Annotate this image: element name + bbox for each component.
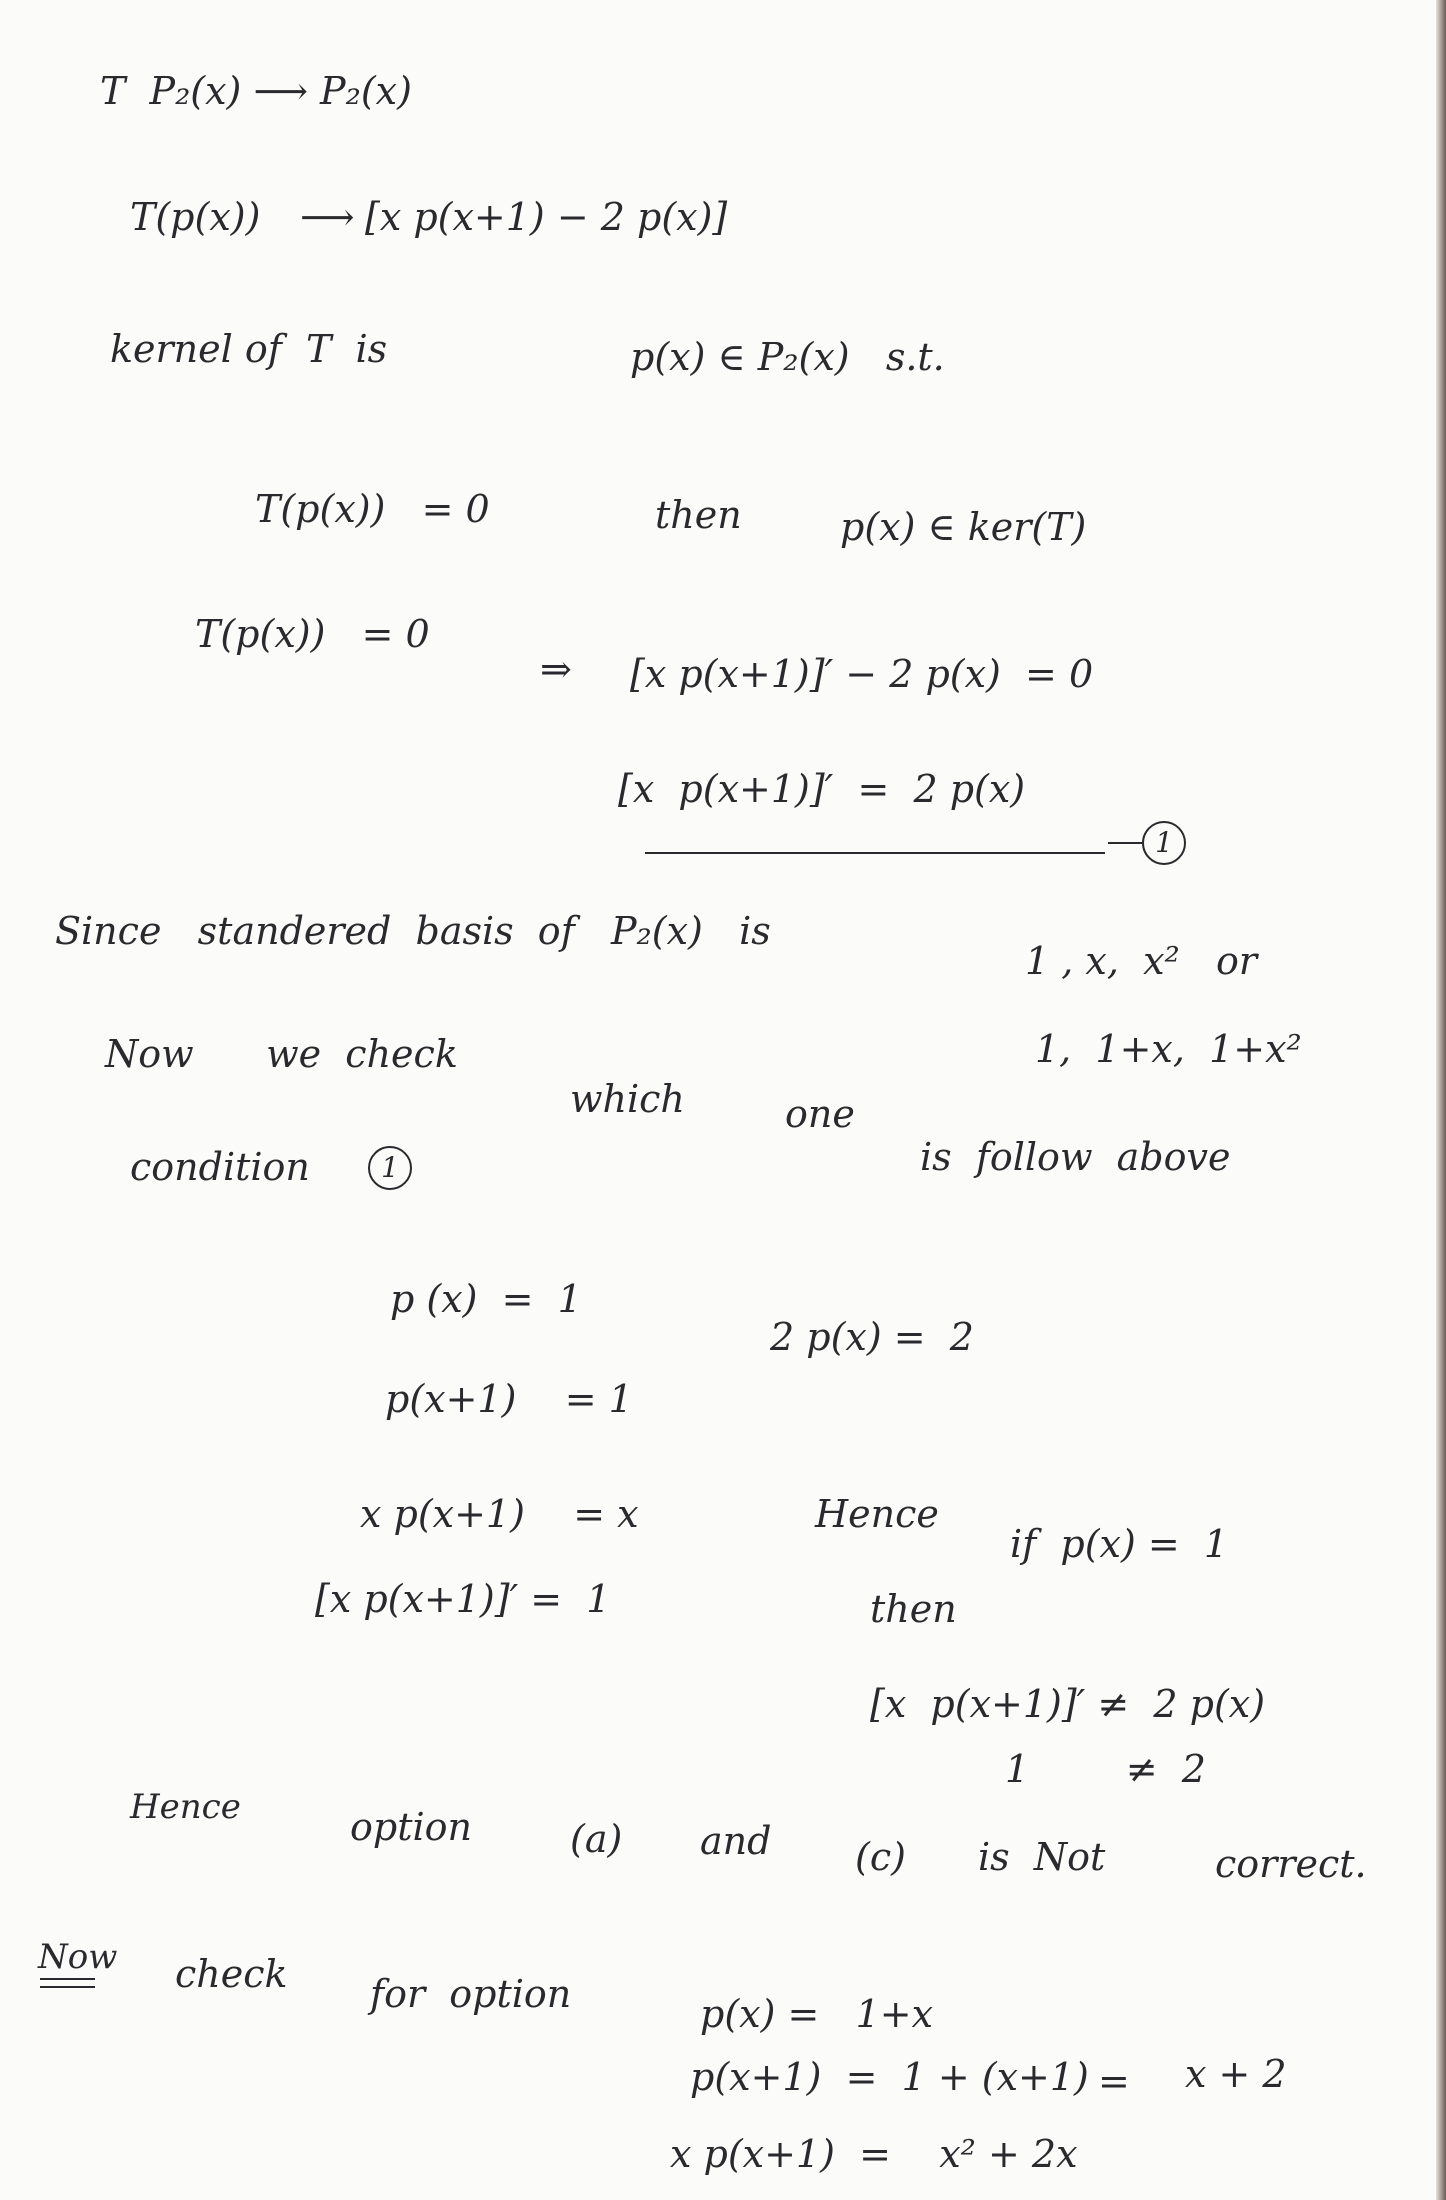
option-c: (c) [855,1835,906,1879]
correct-word: correct. [1215,1842,1367,1886]
definition-rhs: [x p(x+1) − 2 p(x)] [365,195,728,239]
basis-alternate: 1, 1+x, 1+x² [1035,1027,1302,1071]
x-p-shift: x p(x+1) = x [360,1492,639,1536]
now-label: Now [38,1937,118,1977]
kernel-eq: T(p(x)) = 0 [255,487,490,531]
now-underline-2 [40,1986,95,1988]
eq1-lhs: T(p(x)) = 0 [195,612,430,656]
map-line: T P₂(x) ⟶ P₂(x) [100,69,412,113]
kernel-label: kernel of T is [110,327,388,371]
now-check: Now we check [105,1032,458,1076]
for-option: for option [370,1972,572,2016]
eq2-tag: 1 [1142,820,1186,865]
follow-above: is follow above [920,1135,1231,1179]
derivative-equals-1: [x p(x+1)]′ = 1 [315,1577,611,1621]
option-a: (a) [570,1817,623,1861]
then-word: then [655,493,742,537]
eq2-underline [645,852,1105,854]
two-p-equals-2: 2 p(x) = 2 [770,1315,974,1359]
p-equals-1: p (x) = 1 [390,1277,582,1321]
since-line: Since standered basis of P₂(x) is [55,909,771,953]
q-x-p-shift: x p(x+1) = x² + 2x [670,2132,1078,2176]
check-word: check [175,1952,288,1996]
now-underline-1 [40,1978,95,1980]
one-word: one [785,1092,855,1136]
eq2: [x p(x+1)]′ = 2 p(x) [618,767,1026,811]
condition-word: condition [130,1145,310,1189]
q-equals-sign: = [1098,2059,1130,2103]
one-not-two: 1 ≠ 2 [1005,1747,1206,1791]
option-word: option [350,1805,472,1849]
hence-conclusion: Hence [130,1787,241,1827]
eq2-tag-dash [1108,842,1142,844]
eq1-rhs: [x p(x+1)]′ − 2 p(x) = 0 [630,652,1094,696]
definition-arrow: ⟶ [300,195,355,239]
page-edge-shadow [1436,0,1446,2200]
hence-word: Hence [815,1492,939,1536]
is-not: is Not [978,1835,1106,1879]
if-p-equals-1: if p(x) = 1 [1010,1522,1229,1566]
p-shift-equals-1: p(x+1) = 1 [385,1377,633,1421]
kernel-condition: p(x) ∈ P₂(x) s.t. [630,335,945,379]
kernel-membership: p(x) ∈ ker(T) [840,505,1087,549]
then-word-2: then [870,1587,957,1631]
and-word: and [700,1819,772,1863]
not-equal-line: [x p(x+1)]′ ≠ 2 p(x) [870,1682,1266,1726]
q-p-shift: p(x+1) = 1 + (x+1) [690,2055,1089,2099]
eq1-arrow: ⇒ [540,647,572,691]
basis-standard: 1 , x, x² or [1025,939,1258,983]
condition-tag: 1 [368,1145,412,1190]
which-word: which [570,1077,685,1121]
q-x-plus-2: x + 2 [1185,2052,1287,2096]
q-p-equals: p(x) = 1+x [700,1992,934,2036]
definition-lhs: T(p(x)) [130,195,261,239]
